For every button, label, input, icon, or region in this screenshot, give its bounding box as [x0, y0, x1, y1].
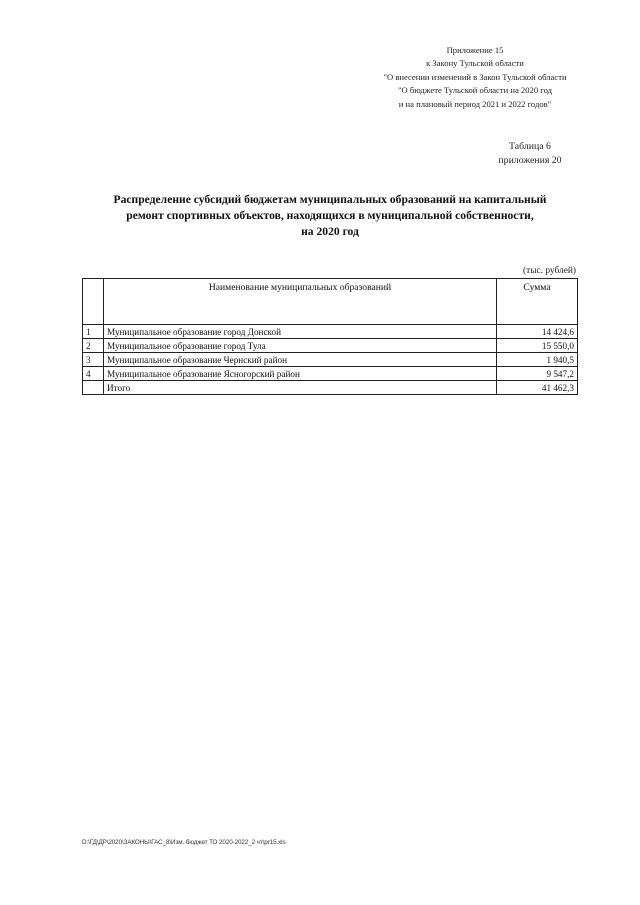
table-reference — [470, 140, 590, 168]
header-number-cell — [83, 279, 104, 325]
row-number: 4 — [83, 367, 104, 381]
header-name-cell: Наименование муниципальных образований — [104, 279, 497, 325]
row-sum: 9 547,2 — [497, 367, 578, 381]
appendix-line: "О внесении изменений в Закон Тульской области — [383, 71, 567, 82]
row-number: 1 — [83, 325, 104, 339]
total-sum: 41 462,3 — [497, 381, 578, 395]
file-path-footer: D:\ГД\ДР\2020\ЗАКОНЫ\ГАС_8\Изм. бюджет ТО 2020-2022_2 чт\pr15.xls — [82, 839, 286, 846]
appendix-line: и на плановый период 2021 и 2022 годов" — [398, 98, 552, 109]
table-row — [83, 339, 578, 353]
total-label: Итого — [104, 381, 497, 395]
title-line: ремонт спортивных объектов, находящихся в муниципальной собственности, — [126, 209, 534, 223]
table-total-row — [83, 381, 578, 395]
row-number: 3 — [83, 353, 104, 367]
row-sum: 14 424,6 — [497, 325, 578, 339]
units-label: (тыс. рублей) — [522, 266, 576, 276]
table-reference-line: приложения 20 — [498, 155, 562, 166]
row-name: Муниципальное образование город Донской — [104, 325, 497, 339]
row-name: Муниципальное образование Чернский район — [104, 353, 497, 367]
title-line: на 2020 год — [301, 225, 359, 239]
row-name: Муниципальное образование Ясногорский район — [104, 367, 497, 381]
appendix-line: "О бюджете Тульской области на 2020 год — [398, 85, 552, 96]
document-title — [80, 192, 580, 241]
table-header-row — [83, 279, 578, 325]
appendix-reference — [350, 44, 600, 111]
total-number — [83, 381, 104, 395]
appendix-line: к Закону Тульской области — [426, 58, 524, 69]
appendix-line: Приложение 15 — [446, 45, 504, 55]
table-row — [83, 325, 578, 339]
row-number: 2 — [83, 339, 104, 353]
table-reference-line: Таблица 6 — [509, 141, 551, 152]
title-line: Распределение субсидий бюджетам муниципальных образований на капитальный — [113, 193, 547, 206]
header-sum-cell: Сумма — [497, 279, 578, 325]
table-row — [83, 367, 578, 381]
row-name: Муниципальное образование город Тула — [104, 339, 497, 353]
subsidies-table — [82, 278, 578, 395]
row-sum: 15 550,0 — [497, 339, 578, 353]
row-sum: 1 940,5 — [497, 353, 578, 367]
table-row — [83, 353, 578, 367]
